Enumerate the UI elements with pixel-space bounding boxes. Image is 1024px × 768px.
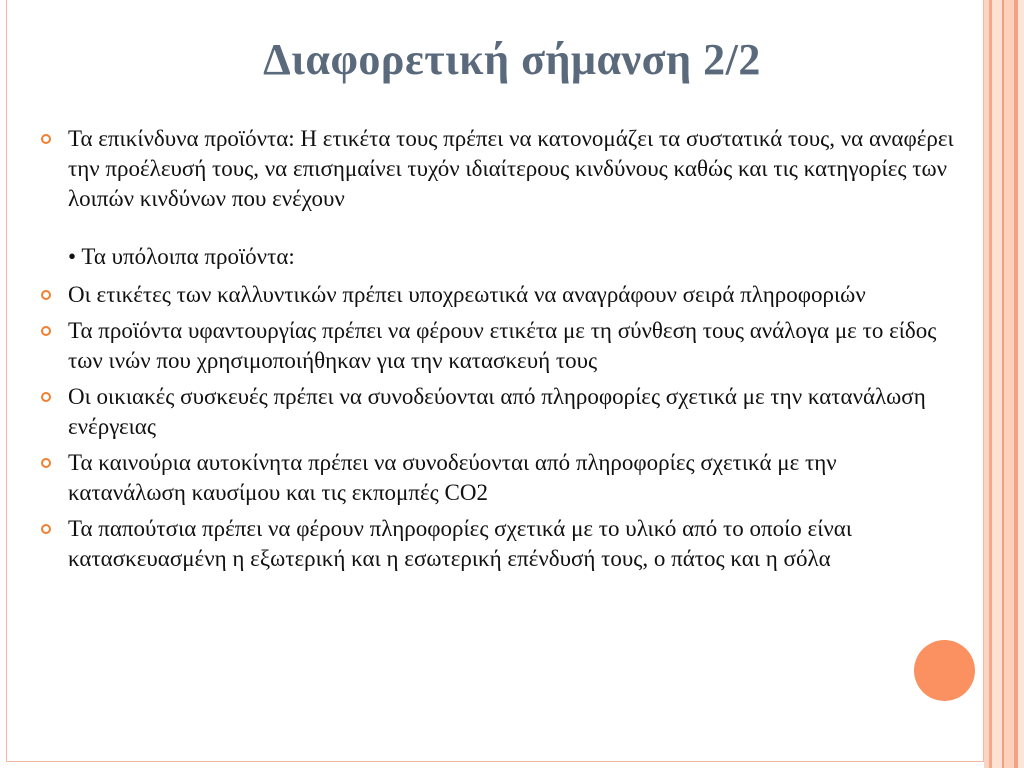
slide-title: Διαφορετική σήμανση 2/2 [263, 35, 761, 84]
decorative-circle [914, 640, 975, 701]
list-item [40, 382, 960, 442]
slide-content [40, 124, 960, 580]
list-item-text: Τα παπούτσια πρέπει να φέρουν πληροφορίες σχετικά με το υλικό από το οποίο είναι κατασκευασμένη η εξωτερική και η εσωτερική επένδυσή τους, ο πάτος και η σόλα [68, 516, 853, 571]
list-item-text: Οι ετικέτες των καλλυντικών πρέπει υποχρεωτικά να αναγράφουν σειρά πληροφοριών [68, 282, 866, 307]
list-item-text: Τα καινούρια αυτοκίνητα πρέπει να συνοδεύονται από πληροφορίες σχετικά με την κατανάλωση καυσίμου και τις εκπομπές CO2 [68, 450, 837, 505]
list-item [40, 280, 960, 310]
bullet-icon [41, 134, 51, 144]
decorative-stripes [984, 0, 1024, 768]
bullet-icon [41, 326, 51, 336]
bullet-icon [41, 524, 51, 534]
list-item-text: Τα επικίνδυνα προϊόντα: Η ετικέτα τους πρέπει να κατονομάζει τα συστατικά τους, να αναφέρει την προέλευσή τους, να επισημαίνει τυχόν ιδιαίτερους κινδύνους καθώς και τις κατηγορίες των λοιπών κινδύνων που ενέχουν [68, 126, 954, 211]
list-item [40, 124, 960, 214]
list-item [40, 514, 960, 574]
bullet-icon [41, 392, 51, 402]
bullet-icon [41, 458, 51, 468]
sub-heading: • Τα υπόλοιπα προϊόντα: [68, 244, 295, 269]
bullet-icon [41, 290, 51, 300]
list-item-text: Τα προϊόντα υφαντουργίας πρέπει να φέρουν ετικέτα με τη σύνθεση τους ανάλογα με το είδος των ινών που χρησιμοποιήθηκαν για την κατασκευή τους [68, 318, 937, 373]
list-item-text: Οι οικιακές συσκευές πρέπει να συνοδεύονται από πληροφορίες σχετικά με την κατανάλωση ενέργειας [68, 384, 926, 439]
list-item [40, 316, 960, 376]
list-item [40, 448, 960, 508]
